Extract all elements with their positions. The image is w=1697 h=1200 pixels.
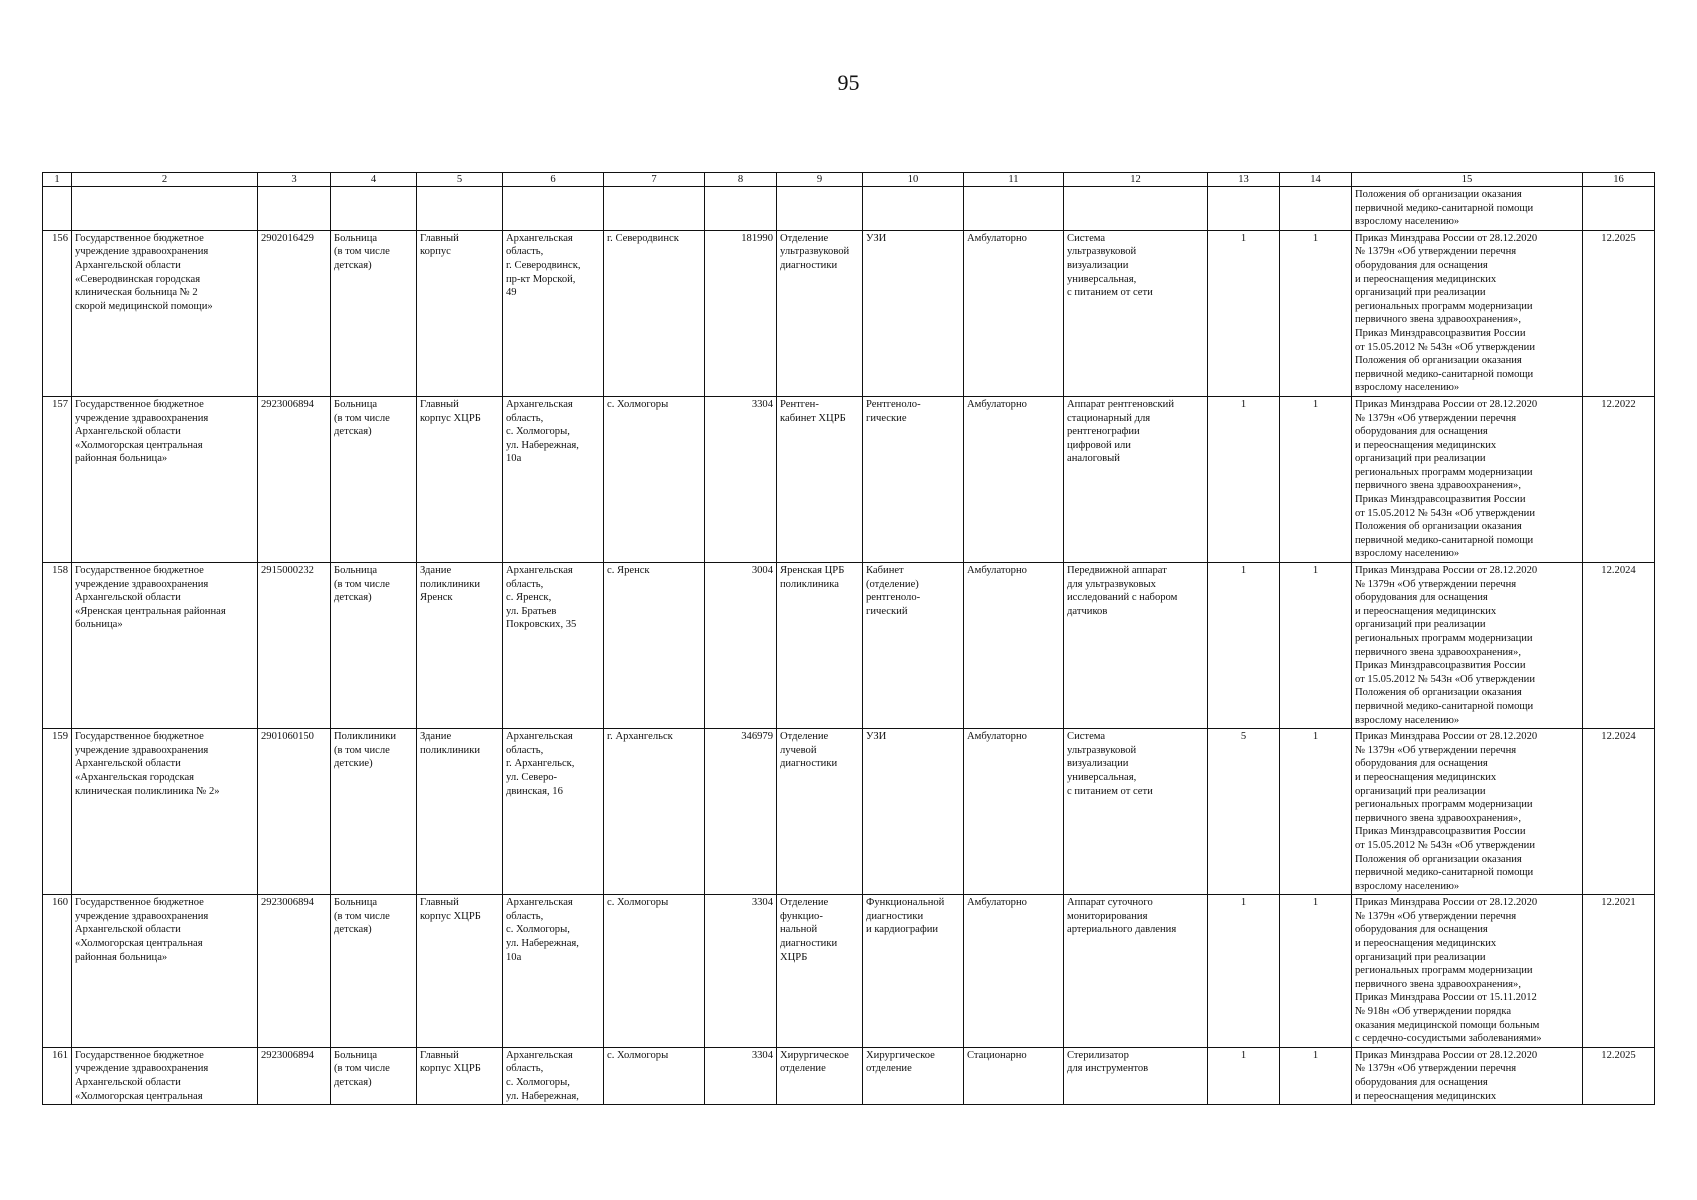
table-cell: УЗИ (863, 230, 964, 396)
table-row (43, 230, 1655, 396)
table-cell (1064, 187, 1208, 231)
table-cell: 12.2025 (1583, 230, 1655, 396)
table-cell: 2923006894 (258, 396, 331, 562)
table-cell: 1 (1208, 895, 1280, 1048)
table-cell: Приказ Минздрава России от 28.12.2020 № 1379н «Об утверждении перечня оборудования для оснащения и переоснащения медицинских организаций при реализации региональных программ модернизации первичного звена здравоохранения», Приказ Минздрава России от 15.11.2012 № 918н «Об утверждении порядка оказания медицинской помощи больным с сердечно-сосудистыми заболеваниями» (1352, 895, 1583, 1048)
table-row (43, 895, 1655, 1048)
table-cell: Приказ Минздрава России от 28.12.2020 № 1379н «Об утверждении перечня оборудования для оснащения и переоснащения медицинских организаций при реализации региональных программ модернизации первичного звена здравоохранения», Приказ Минздравсоцразвития России от 15.05.2012 № 543н «Об утверждении Положения об организации оказания первичной медико-санитарной помощи взрослому населению» (1352, 729, 1583, 895)
table-cell: г. Архангельск (604, 729, 705, 895)
continuation-row (43, 187, 1655, 231)
table-cell: Стерилизатор для инструментов (1064, 1047, 1208, 1104)
table-cell: 1 (1208, 1047, 1280, 1104)
table-cell: Больница (в том числе детская) (331, 1047, 417, 1104)
column-header: 13 (1208, 173, 1280, 187)
table-cell: Здание поликлиники (417, 729, 503, 895)
table-cell: Поликлиники (в том числе детские) (331, 729, 417, 895)
table-cell (503, 187, 604, 231)
table-cell: 5 (1208, 729, 1280, 895)
table-cell: Государственное бюджетное учреждение здравоохранения Архангельской области «Яренская центральная районная больница» (72, 563, 258, 729)
table-cell (777, 187, 863, 231)
table-cell: с. Холмогоры (604, 396, 705, 562)
table-cell (863, 187, 964, 231)
column-header: 16 (1583, 173, 1655, 187)
column-header: 1 (43, 173, 72, 187)
column-header: 3 (258, 173, 331, 187)
table-cell: Отделение функцио- нальной диагностики ХЦРБ (777, 895, 863, 1048)
column-header: 2 (72, 173, 258, 187)
table-cell (331, 187, 417, 231)
table-cell: Кабинет (отделение) рентгеноло- гический (863, 563, 964, 729)
table-cell: 157 (43, 396, 72, 562)
column-header: 14 (1280, 173, 1352, 187)
table-cell: с. Яренск (604, 563, 705, 729)
table-cell: 159 (43, 729, 72, 895)
table-cell (258, 187, 331, 231)
table-cell: Главный корпус ХЦРБ (417, 396, 503, 562)
table-cell: Больница (в том числе детская) (331, 563, 417, 729)
table-cell: Здание поликлиники Яренск (417, 563, 503, 729)
table-cell: 2915000232 (258, 563, 331, 729)
table-cell: 181990 (705, 230, 777, 396)
table-cell: Стационарно (964, 1047, 1064, 1104)
table-cell: Аппарат рентгеновский стационарный для рентгенографии цифровой или аналоговый (1064, 396, 1208, 562)
column-number-row (43, 173, 1655, 187)
table-cell: Государственное бюджетное учреждение здравоохранения Архангельской области «Холмогорская центральная районная больница» (72, 895, 258, 1048)
column-header: 11 (964, 173, 1064, 187)
table-row (43, 563, 1655, 729)
table-cell: Аппарат суточного мониторирования артериального давления (1064, 895, 1208, 1048)
column-header: 6 (503, 173, 604, 187)
table-cell: 12.2024 (1583, 563, 1655, 729)
table-cell: Положения об организации оказания первичной медико-санитарной помощи взрослому населению» (1352, 187, 1583, 231)
column-header: 9 (777, 173, 863, 187)
table-cell: Больница (в том числе детская) (331, 895, 417, 1048)
table-cell: Главный корпус ХЦРБ (417, 895, 503, 1048)
table-cell: 3304 (705, 396, 777, 562)
table-cell: 1 (1280, 563, 1352, 729)
table-cell: 160 (43, 895, 72, 1048)
table-cell: Хирургическое отделение (863, 1047, 964, 1104)
table-cell: Приказ Минздрава России от 28.12.2020 № 1379н «Об утверждении перечня оборудования для оснащения и переоснащения медицинских организаций при реализации региональных программ модернизации первичного звена здравоохранения», Приказ Минздравсоцразвития России от 15.05.2012 № 543н «Об утверждении Положения об организации оказания первичной медико-санитарной помощи взрослому населению» (1352, 230, 1583, 396)
column-header: 7 (604, 173, 705, 187)
table-row (43, 396, 1655, 562)
table-cell: 1 (1280, 895, 1352, 1048)
column-header: 10 (863, 173, 964, 187)
column-header: 4 (331, 173, 417, 187)
table-cell: с. Холмогоры (604, 895, 705, 1048)
table-cell: 1 (1208, 563, 1280, 729)
table-cell: Рентген- кабинет ХЦРБ (777, 396, 863, 562)
table-cell: Амбулаторно (964, 396, 1064, 562)
table-cell: Приказ Минздрава России от 28.12.2020 № 1379н «Об утверждении перечня оборудования для оснащения и переоснащения медицинских (1352, 1047, 1583, 1104)
table-cell: Государственное бюджетное учреждение здравоохранения Архангельской области «Архангельская городская клиническая поликлиника № 2» (72, 729, 258, 895)
table-cell: УЗИ (863, 729, 964, 895)
table-cell: Амбулаторно (964, 563, 1064, 729)
table-cell: 1 (1280, 729, 1352, 895)
equipment-table (42, 172, 1655, 1105)
table-cell: 161 (43, 1047, 72, 1104)
table-row (43, 729, 1655, 895)
table-cell: 1 (1280, 396, 1352, 562)
table-cell: 2923006894 (258, 1047, 331, 1104)
table-cell: 2902016429 (258, 230, 331, 396)
table-cell: 1 (1280, 1047, 1352, 1104)
table-cell: Архангельская область, с. Холмогоры, ул. Набережная, (503, 1047, 604, 1104)
table-cell: 156 (43, 230, 72, 396)
table-cell: Система ультразвуковой визуализации универсальная, с питанием от сети (1064, 729, 1208, 895)
table-cell (417, 187, 503, 231)
table-cell: Функциональной диагностики и кардиографии (863, 895, 964, 1048)
column-header: 15 (1352, 173, 1583, 187)
table-cell: 12.2022 (1583, 396, 1655, 562)
table-cell: 12.2021 (1583, 895, 1655, 1048)
table-cell: Больница (в том числе детская) (331, 230, 417, 396)
table-cell: 12.2024 (1583, 729, 1655, 895)
table-cell: Архангельская область, г. Северодвинск, пр-кт Морской, 49 (503, 230, 604, 396)
table-cell: Амбулаторно (964, 729, 1064, 895)
table-cell: Хирургическое отделение (777, 1047, 863, 1104)
column-header: 12 (1064, 173, 1208, 187)
table-cell: Архангельская область, г. Архангельск, ул. Северо- двинская, 16 (503, 729, 604, 895)
table-cell: Амбулаторно (964, 895, 1064, 1048)
table-cell: Архангельская область, с. Холмогоры, ул. Набережная, 10а (503, 396, 604, 562)
table-cell: 2923006894 (258, 895, 331, 1048)
table-cell: Отделение лучевой диагностики (777, 729, 863, 895)
table-cell: 1 (1208, 230, 1280, 396)
table-cell (1583, 187, 1655, 231)
table-cell: Больница (в том числе детская) (331, 396, 417, 562)
table-cell: с. Холмогоры (604, 1047, 705, 1104)
table-cell: г. Северодвинск (604, 230, 705, 396)
table-cell: Отделение ультразвуковой диагностики (777, 230, 863, 396)
table-cell (1280, 187, 1352, 231)
table-cell: Архангельская область, с. Яренск, ул. Братьев Покровских, 35 (503, 563, 604, 729)
table-cell: Амбулаторно (964, 230, 1064, 396)
table-cell: 12.2025 (1583, 1047, 1655, 1104)
page-number: 95 (837, 70, 860, 95)
table-cell (705, 187, 777, 231)
table-cell: 158 (43, 563, 72, 729)
table-cell: Главный корпус ХЦРБ (417, 1047, 503, 1104)
table-cell: Приказ Минздрава России от 28.12.2020 № 1379н «Об утверждении перечня оборудования для оснащения и переоснащения медицинских организаций при реализации региональных программ модернизации первичного звена здравоохранения», Приказ Минздравсоцразвития России от 15.05.2012 № 543н «Об утверждении Положения об организации оказания первичной медико-санитарной помощи взрослому населению» (1352, 563, 1583, 729)
table-cell: 1 (1208, 396, 1280, 562)
table-cell: Рентгеноло- гические (863, 396, 964, 562)
table-cell: Яренская ЦРБ поликлиника (777, 563, 863, 729)
table-cell: Система ультразвуковой визуализации универсальная, с питанием от сети (1064, 230, 1208, 396)
table-cell: 3304 (705, 1047, 777, 1104)
table-cell (604, 187, 705, 231)
table-cell: Государственное бюджетное учреждение здравоохранения Архангельской области «Холмогорская центральная районная больница» (72, 396, 258, 562)
table-cell (72, 187, 258, 231)
table-cell: 2901060150 (258, 729, 331, 895)
table-cell (1208, 187, 1280, 231)
column-header: 8 (705, 173, 777, 187)
table-cell: 346979 (705, 729, 777, 895)
table-cell: 3304 (705, 895, 777, 1048)
table-cell: 3004 (705, 563, 777, 729)
table-cell: Государственное бюджетное учреждение здравоохранения Архангельской области «Холмогорская центральная (72, 1047, 258, 1104)
table-cell: 1 (1280, 230, 1352, 396)
table-cell: Главный корпус (417, 230, 503, 396)
table-cell: Государственное бюджетное учреждение здравоохранения Архангельской области «Северодвинская городская клиническая больница № 2 скорой медицинской помощи» (72, 230, 258, 396)
table-cell (43, 187, 72, 231)
table-cell: Приказ Минздрава России от 28.12.2020 № 1379н «Об утверждении перечня оборудования для оснащения и переоснащения медицинских организаций при реализации региональных программ модернизации первичного звена здравоохранения», Приказ Минздравсоцразвития России от 15.05.2012 № 543н «Об утверждении Положения об организации оказания первичной медико-санитарной помощи взрослому населению» (1352, 396, 1583, 562)
column-header: 5 (417, 173, 503, 187)
table-cell: Передвижной аппарат для ультразвуковых исследований с набором датчиков (1064, 563, 1208, 729)
table-row (43, 1047, 1655, 1104)
table-cell: Архангельская область, с. Холмогоры, ул. Набережная, 10а (503, 895, 604, 1048)
table-cell (964, 187, 1064, 231)
